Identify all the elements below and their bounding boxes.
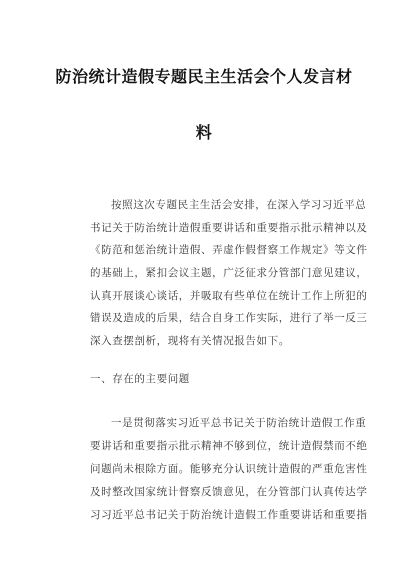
- paragraph-line: 《防范和惩治统计造假、弄虚作假督察工作规定》等文件: [90, 244, 368, 257]
- document-title-line-1: 防治统计造假专题民主生活会个人发言材: [55, 67, 353, 86]
- paragraph-line: 习习近平总书记关于防治统计造假工作重要讲话和重要指: [90, 509, 368, 521]
- paragraph-line: 错误及造成的后果，结合自身工作实际，进行了举一反三: [90, 312, 368, 325]
- paragraph-line: 及时整改国家统计督察反馈意见，在分管部门认真传达学: [90, 486, 368, 498]
- problem-paragraph: [90, 416, 368, 531]
- document-title-line-2: 料: [195, 123, 213, 142]
- paragraph-line: 的基础上，紧扣会议主题，广泛征求分管部门意见建议，: [90, 267, 368, 280]
- intro-paragraph: [90, 198, 368, 357]
- paragraph-line: 一是贯彻落实习近平总书记关于防治统计造假工作重: [111, 417, 367, 429]
- paragraph-line: 要讲话和重要指示批示精神不够到位，统计造假禁而不绝: [90, 440, 368, 452]
- paragraph-line: 按照这次专题民主生活会安排，在深入学习习近平总: [111, 199, 367, 211]
- paragraph-line: 深入查摆剖析，现将有关情况报告如下。: [90, 335, 290, 348]
- section-heading: 一、存在的主要问题: [90, 373, 190, 385]
- paragraph-line: 问题尚未根除方面。能够充分认识统计造假的严重危害性: [90, 463, 368, 475]
- paragraph-line: 书记关于防治统计造假重要讲话和重要指示批示精神以及: [90, 221, 368, 234]
- paragraph-line: 认真开展谈心谈话，并吸取有些单位在统计工作上所犯的: [90, 289, 368, 302]
